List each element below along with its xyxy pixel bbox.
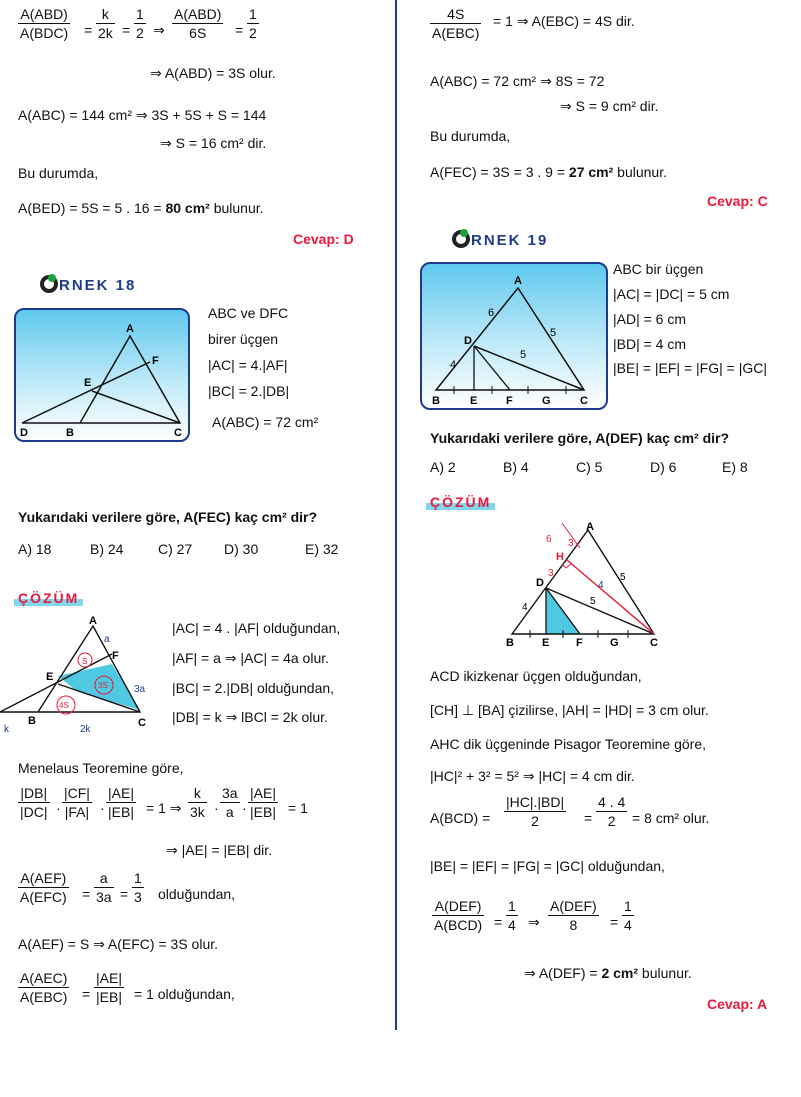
fig18sol-label-b: B (28, 715, 36, 727)
line-ae-eb: ⇒ |AE| = |EB| dir. (166, 842, 273, 858)
bcd-lhs: A(BCD) = (430, 810, 491, 826)
fig18sol-label-c: C (138, 717, 146, 729)
frac-def-bcd: A(DEF) A(BCD) (434, 898, 483, 933)
fig18-label-d: D (20, 427, 28, 439)
fig19sol-label-d: D (536, 577, 544, 589)
line-fec-result: A(FEC) = 3S = 3 . 9 = 27 cm² bulunur. (430, 164, 667, 180)
sol18-line-1: |AC| = 4 . |AF| olduğundan, (172, 620, 341, 636)
ex18-option-c[interactable]: C) 27 (158, 541, 193, 557)
fig19sol-label-g: G (610, 637, 619, 649)
line-s-9: ⇒ S = 9 cm² dir. (560, 98, 659, 114)
figure-19-box (420, 262, 608, 410)
fig18-label-e: E (84, 377, 92, 389)
figure-18-triangle (16, 310, 188, 440)
ex19-option-a[interactable]: A) 2 (430, 459, 456, 475)
ex19-given-5: |BE| = |EF| = |FG| = |GC| (613, 360, 767, 376)
figure-19-triangle (422, 264, 606, 408)
sol19-line-1: ACD ikizkenar üçgen olduğundan, (430, 668, 642, 684)
ex19-question: Yukarıdaki verilere göre, A(DEF) kaç cm² dir? (430, 430, 730, 446)
fig18sol-label-4s: 4S (59, 701, 69, 710)
figure-18-box (14, 308, 190, 442)
fig19sol-label-5b: 5 (590, 596, 596, 607)
text-bu-durumda-2: Bu durumda, (430, 128, 511, 144)
line-ebc-4s: = 1 ⇒ A(EBC) = 4S dir. (493, 13, 635, 29)
fig18-label-a: A (126, 323, 134, 335)
ex18-option-a[interactable]: A) 18 (18, 541, 52, 557)
fig18sol-label-s: S (82, 657, 88, 666)
men-frac-3a-a: $\frac{3a}{a}$ (222, 785, 238, 820)
men-frac-ae-eb-2: $\frac{|AE|}{|EB|}$ (250, 785, 276, 820)
fig18-label-b: B (66, 427, 74, 439)
fig18-label-c: C (174, 427, 182, 439)
frac-ae-eb-3: $\frac{|AE|}{|EB|}$ (96, 970, 122, 1005)
answer-a: Cevap: A (707, 996, 768, 1012)
frac-1-4b: $\frac{1}{4}$ (624, 898, 632, 933)
frac-hc-bd: $\frac{|HC|.|BD|}{2}$ (506, 794, 565, 829)
fig19-label-e: E (470, 395, 478, 407)
final-result: ⇒ A(DEF) = 2 cm² bulunur. (524, 965, 692, 981)
fig19-label-d: D (464, 335, 472, 347)
men-frac-cf-fa: $\frac{|CF|}{|FA|}$ (64, 785, 90, 820)
ex18-option-e[interactable]: E) 32 (305, 541, 339, 557)
ornek-logo-icon (40, 275, 58, 293)
fig19sol-label-4b: 4 (522, 602, 528, 613)
fig19sol-label-3a: 3 (568, 538, 574, 549)
fig19-label-c: C (580, 395, 588, 407)
line-abc-144: A(ABC) = 144 cm² ⇒ 3S + 5S + S = 144 (18, 107, 267, 123)
sol18-line-2: |AF| = a ⇒ |AC| = 4a olur. (172, 650, 330, 666)
fraction-abd-6s: A(ABD) 6S (174, 6, 222, 41)
fig18sol-label-2k: 2k (80, 724, 91, 735)
line-abc-72: A(ABC) = 72 cm² ⇒ 8S = 72 (430, 73, 605, 89)
sol18-line-3: |BC| = 2.|DB| olduğundan, (172, 680, 335, 696)
ex19-option-b[interactable]: B) 4 (503, 459, 529, 475)
frac-aec-ebc: A(AEC) A(EBC) (20, 970, 68, 1005)
line-s-16: ⇒ S = 16 cm² dir. (160, 135, 267, 151)
ex18-option-b[interactable]: B) 24 (90, 541, 124, 557)
fig19sol-label-5a: 5 (620, 572, 626, 583)
men-frac-k-3k: $\frac{k}{3k}$ (190, 785, 205, 820)
fig19sol-label-f: F (576, 637, 583, 649)
ex18-given-4: |BC| = 2.|DB| (208, 383, 290, 399)
fig19-label-5b: 5 (520, 349, 527, 361)
ornek-19-heading: RNEK 19 (452, 230, 548, 249)
sol19-line-3: AHC dik üçgeninde Pisagor Teoremine göre, (430, 736, 707, 752)
figure-18-solution (0, 614, 170, 739)
fig19sol-label-6: 6 (546, 534, 552, 545)
fig18sol-label-e: E (46, 671, 54, 683)
fig19sol-label-a: A (586, 521, 594, 533)
ex19-given-4: |BD| = 4 cm (613, 336, 687, 352)
fig19-label-b: B (432, 395, 440, 407)
ex19-option-c[interactable]: C) 5 (576, 459, 603, 475)
fig19-label-f: F (506, 395, 513, 407)
fraction-1-2: $\frac{1}{2}$ (136, 6, 144, 41)
ex18-given-2: birer üçgen (208, 331, 279, 347)
men-frac-ae-eb: $\frac{|AE|}{|EB|}$ (108, 785, 134, 820)
frac-1-4: $\frac{1}{4}$ (508, 898, 516, 933)
fig19sol-label-e: E (542, 637, 550, 649)
men-frac-db-dc: $\frac{|DB|}{|DC|}$ (20, 785, 48, 820)
fig18-label-f: F (152, 355, 159, 367)
frac-4x4-2: $\frac{4 . 4}{2}$ (598, 794, 626, 829)
text-menelaus: Menelaus Teoremine göre, (18, 760, 184, 776)
fig18sol-label-a: A (89, 615, 97, 627)
fig19sol-label-3b: 3 (548, 568, 554, 579)
fig18sol-label-3s: 3S (98, 681, 108, 690)
fig19-label-4: 4 (450, 359, 457, 371)
frac-aef-efc: A(AEF) A(EFC) (20, 870, 67, 905)
ornek-logo-icon-2 (452, 230, 470, 248)
ex19-given-2: |AC| = |DC| = 5 cm (613, 286, 730, 302)
fig19sol-label-h: H (556, 551, 564, 563)
fig19-label-6: 6 (488, 307, 495, 319)
frac-1-3: $\frac{1}{3}$ (134, 870, 142, 905)
ex18-given-5: A(ABC) = 72 cm² (212, 414, 319, 430)
line-bed-result: A(BED) = 5S = 5 . 16 = 80 cm² bulunur. (18, 200, 264, 216)
sol19-line-4: |HC|² + 3² = 5² ⇒ |HC| = 4 cm dir. (430, 768, 635, 784)
sol19-line-6: |BE| = |EF| = |FG| = |GC| olduğundan, (430, 858, 665, 874)
column-divider (395, 0, 397, 1030)
sol18-line-4: |DB| = k ⇒ lBCl = 2k olur. (172, 709, 328, 725)
figure-19-solution (500, 518, 670, 650)
fig19-label-a: A (514, 275, 522, 287)
fig19sol-label-c: C (650, 637, 658, 649)
fig19-label-g: G (542, 395, 551, 407)
cozum-heading-left: ÇÖZÜM (14, 590, 83, 606)
ex18-option-d[interactable]: D) 30 (224, 541, 259, 557)
fig18sol-label-3a: 3a (134, 684, 146, 695)
ex18-question: Yukarıdaki verilere göre, A(FEC) kaç cm² dir? (18, 509, 318, 525)
fig19sol-label-b: B (506, 637, 514, 649)
ex18-given-3: |AC| = 4.|AF| (208, 357, 288, 373)
sol19-line-2: [CH] ⊥ [BA] çizilirse, |AH| = |HD| = 3 cm olur. (430, 702, 709, 718)
answer-d: Cevap: D (293, 231, 354, 247)
fig19sol-label-4a: 4 (598, 580, 604, 591)
ex19-option-e[interactable]: E) 8 (722, 459, 748, 475)
fig19-label-5a: 5 (550, 327, 557, 339)
text-bu-durumda: Bu durumda, (18, 165, 99, 181)
frac-4s-ebc: 4S A(EBC) (432, 6, 480, 41)
ornek-18-heading: RNEK 18 (40, 275, 136, 294)
line-abd-3s: ⇒ A(ABD) = 3S olur. (150, 65, 276, 81)
fig18sol-label-a-len: a (104, 634, 110, 645)
answer-c: Cevap: C (707, 193, 768, 209)
ex19-given-1: ABC bir üçgen (613, 261, 704, 277)
fraction-abd-bdc: A(ABD) A(BDC) (20, 6, 69, 41)
ex19-given-3: |AD| = 6 cm (613, 311, 687, 327)
line-aef-s: A(AEF) = S ⇒ A(EFC) = 3S olur. (18, 936, 219, 952)
frac-def-8: A(DEF) 8 (550, 898, 597, 933)
fraction-k-2k: $\frac{k}{2k}$ (98, 6, 113, 41)
ex19-option-d[interactable]: D) 6 (650, 459, 677, 475)
fig18sol-label-f: F (112, 650, 119, 662)
fig18sol-label-k: k (4, 724, 9, 735)
cozum-heading-right: ÇÖZÜM (426, 494, 495, 510)
fraction-1-2b: $\frac{1}{2}$ (249, 6, 257, 41)
frac-a-3a: $\frac{a}{3a}$ (96, 870, 112, 905)
ex18-given-1: ABC ve DFC (208, 305, 289, 321)
